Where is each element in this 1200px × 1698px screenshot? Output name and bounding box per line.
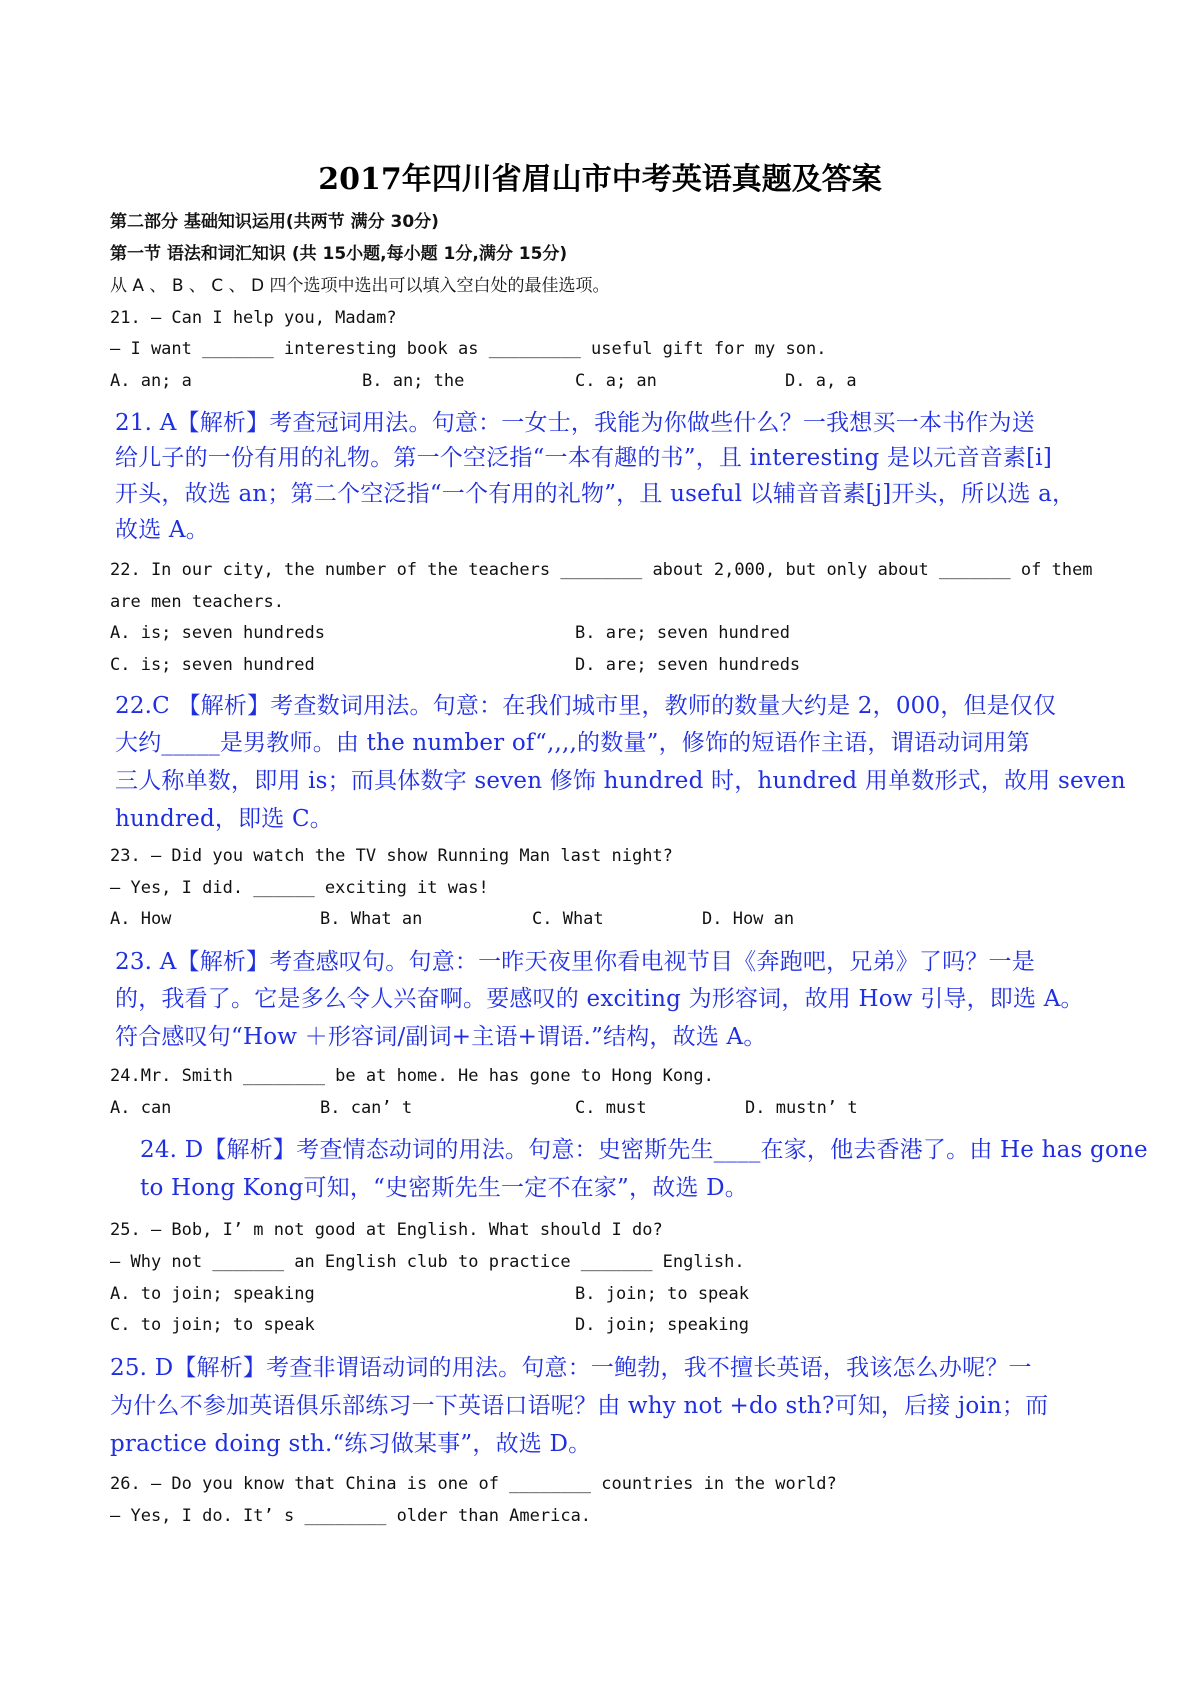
q25-option-c: C. to join; to speak [110, 1315, 315, 1335]
q23-line1: 23. — Did you watch the TV show Running Man last night? [110, 846, 673, 866]
q22-option-a: A. is; seven hundreds [110, 623, 325, 643]
q22-answer-line4: hundred，即选 C。 [115, 806, 334, 832]
q21-answer-line1: 21. A【解析】考查冠词用法。句意：一女士，我能为你做些什么？一我想买一本书作为送 [115, 410, 1035, 436]
q21-option-a: A. an; a [110, 371, 192, 391]
q23-line2: — Yes, I did. ______ exciting it was! [110, 878, 489, 898]
q26-line2: — Yes, I do. It’ s ________ older than America. [110, 1506, 592, 1526]
q24-answer-line1: 24. D【解析】考查情态动词的用法。句意：史密斯先生____在家，他去香港了。由 He has gone [140, 1137, 1148, 1163]
q25-option-d: D. join; speaking [575, 1315, 749, 1335]
q24-option-b: B. can’ t [320, 1098, 413, 1118]
q24-line1: 24.Mr. Smith ________ be at home. He has gone to Hong Kong. [110, 1066, 714, 1086]
q22-answer-line2: 大约_____是男教师。由 the number of“,,,,的数量”，修饰的短语作主语，谓语动词用第 [115, 730, 1030, 756]
q21-line2: — I want _______ interesting book as _________ useful gift for my son. [110, 339, 827, 359]
q25-option-a: A. to join; speaking [110, 1284, 315, 1304]
q21-answer-line4: 故选 A。 [115, 517, 209, 543]
q22-option-b: B. are; seven hundred [575, 623, 790, 643]
q23-answer-line3: 符合感叹句“How ＋形容词/副词+主语+谓语.”结构，故选 A。 [115, 1024, 767, 1050]
q25-answer-line3: practice doing sth.“练习做某事”，故选 D。 [110, 1431, 592, 1457]
q21-option-b: B. an; the [362, 371, 465, 391]
q25-answer-line2: 为什么不参加英语俱乐部练习一下英语口语呢？由 why not +do sth?可知，后接 join；而 [110, 1393, 1049, 1419]
q25-option-b: B. join; to speak [575, 1284, 749, 1304]
instruction-text: 从 A 、 B 、 C 、 D 四个选项中选出可以填入空白处的最佳选项。 [110, 276, 610, 296]
q23-answer-line1: 23. A【解析】考查感叹句。句意：一昨天夜里你看电视节目《奔跑吧，兄弟》了吗？一是 [115, 949, 1035, 975]
q21-answer-line3: 开头，故选 an；第二个空泛指“一个有用的礼物”，且 useful 以辅音音素[j]开头，所以选 a， [115, 481, 1076, 507]
q23-option-a: A. How [110, 909, 172, 929]
q24-option-c: C. must [575, 1098, 647, 1118]
q21-line1: 21. — Can I help you, Madam? [110, 308, 397, 328]
q24-answer-line2: to Hong Kong可知，“史密斯先生一定不在家”，故选 D。 [140, 1175, 748, 1201]
q23-option-b: B. What an [320, 909, 423, 929]
document-title: 2017年四川省眉山市中考英语真题及答案 [318, 162, 882, 197]
q24-option-d: D. mustn’ t [745, 1098, 858, 1118]
q22-answer-line1: 22.C 【解析】考查数词用法。句意：在我们城市里，教师的数量大约是 2，000，但是仅仅 [115, 693, 1057, 719]
q21-option-c: C. a; an [575, 371, 657, 391]
q23-answer-line2: 的，我看了。它是多么令人兴奋啊。要感叹的 exciting 为形容词，故用 How 引导，即选 A。 [115, 986, 1084, 1012]
q25-line2: — Why not _______ an English club to practice _______ English. [110, 1252, 745, 1272]
q22-option-d: D. are; seven hundreds [575, 655, 801, 675]
q25-line1: 25. — Bob, I’ m not good at English. What should I do? [110, 1220, 663, 1240]
q21-answer-line2: 给儿子的一份有用的礼物。第一个空泛指“一本有趣的书”，且 interesting 是以元音音素[i] [115, 445, 1053, 471]
q23-option-c: C. What [532, 909, 604, 929]
part-heading: 第二部分 基础知识运用(共两节 满分 30分) [110, 212, 439, 232]
q22-answer-line3: 三人称单数，即用 is；而具体数字 seven 修饰 hundred 时，hundred 用单数形式，故用 seven [115, 768, 1126, 794]
q22-option-c: C. is; seven hundred [110, 655, 315, 675]
q21-option-d: D. a, a [785, 371, 857, 391]
q23-option-d: D. How an [702, 909, 795, 929]
q26-line1: 26. — Do you know that China is one of ________ countries in the world? [110, 1474, 837, 1494]
q25-answer-line1: 25. D【解析】考查非谓语动词的用法。句意：一鲍勃，我不擅长英语，我该怎么办呢？一 [110, 1355, 1032, 1381]
q22-line2: are men teachers. [110, 592, 284, 612]
q24-option-a: A. can [110, 1098, 172, 1118]
section-heading: 第一节 语法和词汇知识 (共 15小题,每小题 1分,满分 15分) [110, 244, 568, 264]
q22-line1: 22. In our city, the number of the teachers ________ about 2,000, but only about _______ of them [110, 560, 1093, 580]
